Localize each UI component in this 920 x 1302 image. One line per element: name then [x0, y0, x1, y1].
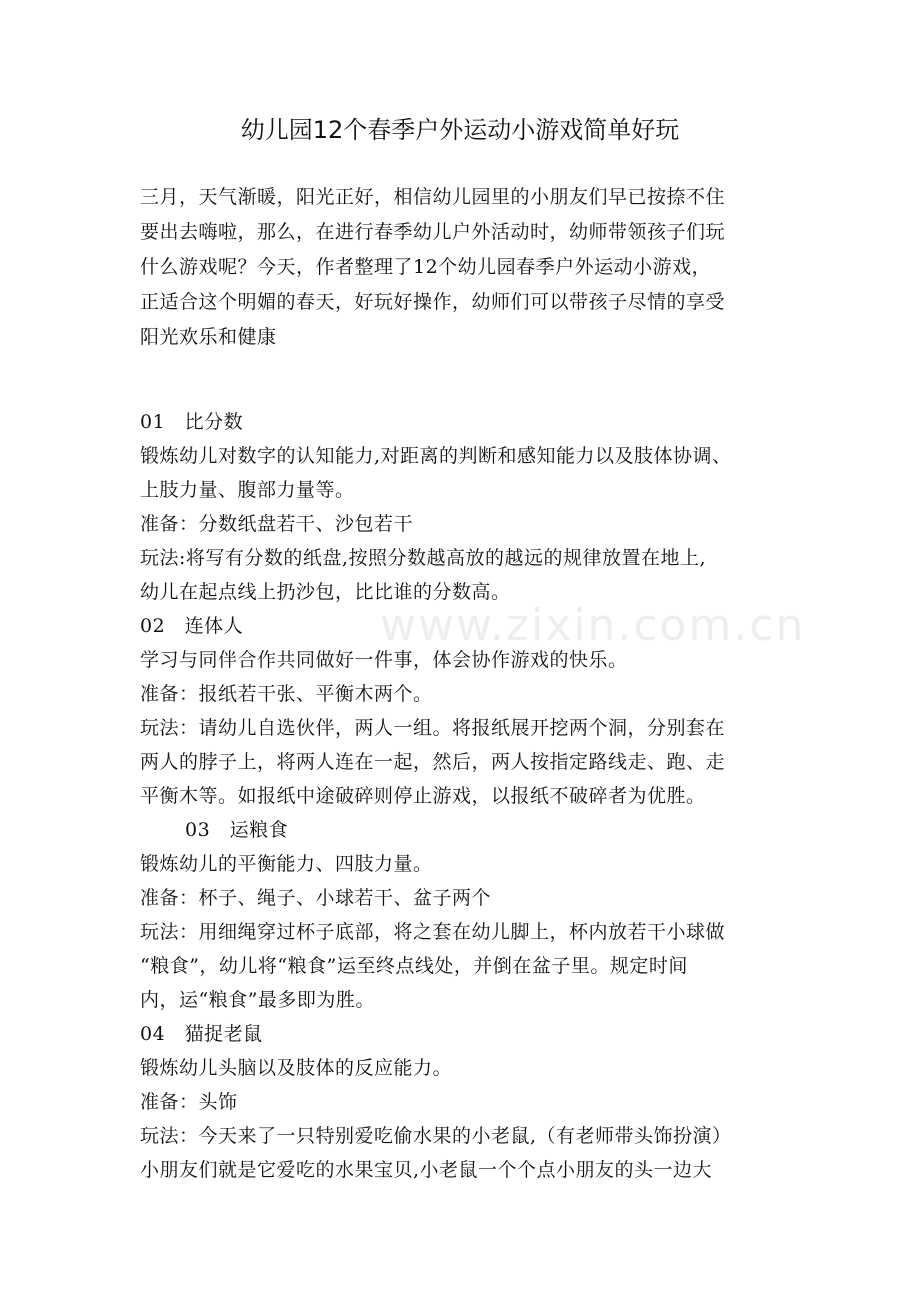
text-line: 内，运“粮食”最多即为胜。 — [140, 989, 375, 1011]
watermark-text: www.zixin.com.cn — [380, 600, 806, 651]
games-section — [140, 405, 790, 1187]
text-line: 玩法：请幼儿自选伙伴，两人一组。将报纸展开挖两个洞，分别套在 — [140, 717, 726, 739]
text-line: 准备：报纸若干张、平衡木两个。 — [140, 683, 433, 705]
text-line: 平衡木等。如报纸中途破碎则停止游戏，以报纸不破碎者为优胜。 — [140, 785, 706, 807]
text-line: 玩法：今天来了一只特别爱吃偷水果的小老鼠,（有老师带头饰扮演） — [140, 1125, 732, 1147]
text-line: 准备：分数纸盘若干、沙包若干 — [140, 513, 414, 535]
text-line: 准备：杯子、绳子、小球若干、盆子两个 — [140, 887, 492, 909]
intro-line: 正适合这个明媚的春天，好玩好操作，幼师们可以带孩子尽情的享受 — [140, 291, 726, 313]
text-line: 锻炼幼儿的平衡能力、四肢力量。 — [140, 853, 433, 875]
intro-line: 三月，天气渐暖，阳光正好，相信幼儿园里的小朋友们早已按捺不住 — [140, 186, 726, 208]
document-body — [140, 180, 790, 1187]
game-heading-01: 01 比分数 — [140, 411, 244, 433]
text-line: 幼儿在起点线上扔沙包，比比谁的分数高。 — [140, 581, 511, 603]
intro-paragraph — [140, 180, 790, 355]
game-heading-03: 03 运粮食 — [185, 819, 289, 841]
game-heading-04: 04 猫捉老鼠 — [140, 1023, 263, 1045]
text-line: 学习与同伴合作共同做好一件事，体会协作游戏的快乐。 — [140, 649, 628, 671]
text-line: 小朋友们就是它爱吃的水果宝贝,小老鼠一个个点小朋友的头一边大 — [140, 1159, 713, 1181]
text-line: 锻炼幼儿对数字的认知能力,对距离的判断和感知能力以及肢体协调、 — [140, 445, 732, 467]
paragraph-gap — [140, 355, 790, 405]
text-line: 上肢力量、腹部力量等。 — [140, 479, 355, 501]
intro-line: 什么游戏呢？今天，作者整理了12个幼儿园春季户外运动小游戏， — [140, 256, 712, 278]
document-title: 幼儿园12个春季户外运动小游戏简单好玩 — [240, 116, 680, 144]
intro-line: 要出去嗨啦，那么，在进行春季幼儿户外活动时，幼师带领孩子们玩 — [140, 221, 726, 243]
text-line: 玩法:将写有分数的纸盘,按照分数越高放的越远的规律放置在地上, — [140, 547, 706, 569]
text-line: 玩法：用细绳穿过杯子底部，将之套在幼儿脚上，杯内放若干小球做 — [140, 921, 726, 943]
text-line: 锻炼幼儿头脑以及肢体的反应能力。 — [140, 1057, 453, 1079]
text-line: 准备：头饰 — [140, 1091, 238, 1113]
intro-line: 阳光欢乐和健康 — [140, 326, 277, 348]
text-line: 两人的脖子上，将两人连在一起，然后，两人按指定路线走、跑、走 — [140, 751, 726, 773]
text-line: “粮食”，幼儿将“粮食”运至终点线处，并倒在盆子里。规定时间 — [140, 955, 688, 977]
game-heading-02: 02 连体人 — [140, 615, 244, 637]
